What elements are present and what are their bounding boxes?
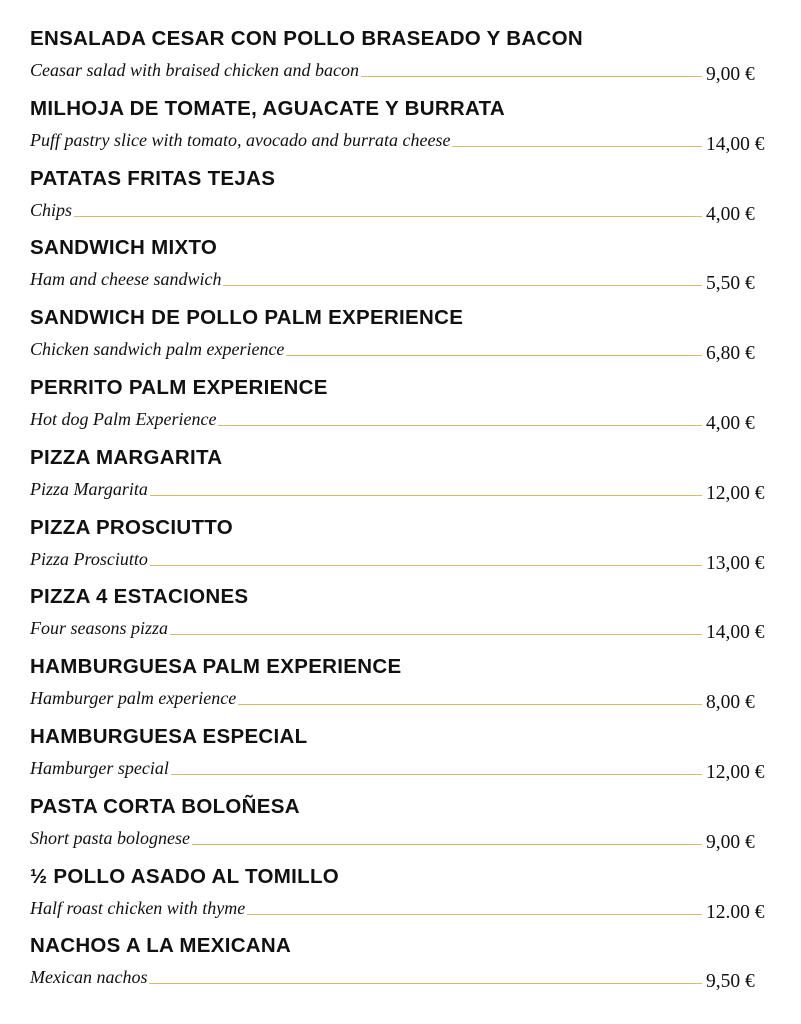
dish-price: 12,00 €: [706, 482, 765, 504]
dish-price: 6,80 €: [706, 343, 755, 365]
dot-leader: [171, 773, 702, 775]
dish-name: SANDWICH MIXTO: [30, 236, 218, 260]
dish-description: Half roast chicken with thyme: [30, 897, 246, 918]
dish-description: Pizza Margarita: [30, 478, 148, 499]
dish-price: 4,00 €: [706, 203, 755, 225]
dish-price: 9,00 €: [706, 64, 755, 85]
menu-item: [30, 26, 776, 96]
dish-price: 12.00 €: [706, 901, 765, 923]
dish-name: HAMBURGUESA ESPECIAL: [30, 724, 308, 748]
dot-leader: [223, 284, 702, 286]
dot-leader: [247, 913, 702, 915]
dish-description: Hamburger palm experience: [30, 688, 237, 709]
dish-price: 5,50 €: [706, 273, 755, 295]
menu-item: [30, 515, 776, 585]
dish-name: SANDWICH DE POLLO PALM EXPERIENCE: [30, 306, 464, 330]
dish-name: PASTA CORTA BOLOÑESA: [30, 794, 300, 818]
menu-item: [30, 864, 776, 934]
dish-description: Ham and cheese sandwich: [30, 269, 222, 290]
dot-leader: [238, 703, 702, 705]
dish-description: Pizza Prosciutto: [30, 548, 148, 569]
dish-line: [30, 680, 776, 714]
dish-name: PIZZA 4 ESTACIONES: [30, 585, 249, 609]
dish-name: HAMBURGUESA PALM EXPERIENCE: [30, 655, 402, 679]
menu-item: [30, 305, 776, 375]
dish-price: 13,00 €: [706, 552, 765, 574]
dish-line: [30, 331, 776, 365]
dish-line: [30, 750, 776, 783]
menu-list: [30, 26, 776, 1003]
dish-name: NACHOS A LA MEXICANA: [30, 934, 292, 958]
dish-description: Ceasar salad with braised chicken and bacon: [30, 60, 359, 80]
dish-name: PERRITO PALM EXPERIENCE: [30, 375, 328, 399]
dish-line: [30, 471, 776, 504]
dot-leader: [74, 215, 702, 217]
dot-leader: [192, 843, 702, 845]
dish-price: 14,00 €: [706, 133, 765, 155]
dish-price: 12,00 €: [706, 761, 765, 783]
dish-line: [30, 122, 776, 155]
dish-line: [30, 52, 776, 85]
dish-description: Chips: [30, 199, 73, 220]
dish-price: 4,00 €: [706, 412, 755, 434]
dish-price: 9,00 €: [706, 831, 755, 853]
dot-leader: [286, 354, 702, 356]
dish-name: PATATAS FRITAS TEJAS: [30, 166, 276, 190]
menu-item: [30, 166, 776, 236]
dish-line: [30, 610, 776, 644]
menu-item: [30, 724, 776, 794]
dot-leader: [452, 145, 702, 147]
menu-item: [30, 584, 776, 654]
menu-item: [30, 933, 776, 1003]
dot-leader: [149, 982, 702, 984]
dish-description: Mexican nachos: [30, 967, 148, 988]
dish-name: PIZZA PROSCIUTTO: [30, 515, 233, 539]
dish-description: Four seasons pizza: [30, 618, 169, 639]
dot-leader: [361, 75, 702, 77]
dish-description: Hot dog Palm Experience: [30, 408, 217, 429]
dish-name: ½ POLLO ASADO AL TOMILLO: [30, 864, 340, 888]
dish-description: Hamburger special: [30, 757, 169, 778]
dish-price: 8,00 €: [706, 692, 755, 714]
dish-price: 14,00 €: [706, 622, 765, 644]
dot-leader: [218, 424, 702, 426]
dish-price: 9,50 €: [706, 971, 755, 993]
dish-line: [30, 401, 776, 434]
dish-name: PIZZA MARGARITA: [30, 445, 223, 469]
menu-item: [30, 445, 776, 515]
dish-line: [30, 959, 776, 993]
dish-description: Puff pastry slice with tomato, avocado and burrata cheese: [30, 129, 451, 150]
menu-item: [30, 375, 776, 445]
menu-item: [30, 654, 776, 724]
dish-description: Short pasta bolognese: [30, 827, 190, 848]
dish-description: Chicken sandwich palm experience: [30, 339, 285, 360]
menu-item: [30, 235, 776, 305]
dish-line: [30, 261, 776, 295]
menu-item: [30, 96, 776, 166]
dish-line: [30, 820, 776, 853]
dish-line: [30, 192, 776, 225]
dot-leader: [150, 494, 702, 496]
dish-line: [30, 541, 776, 574]
dish-name: ENSALADA CESAR CON POLLO BRASEADO Y BACON: [30, 27, 583, 50]
dish-line: [30, 890, 776, 923]
dot-leader: [150, 564, 702, 566]
dot-leader: [170, 633, 702, 635]
dish-name: MILHOJA DE TOMATE, AGUACATE Y BURRATA: [30, 96, 506, 120]
menu-item: [30, 794, 776, 864]
